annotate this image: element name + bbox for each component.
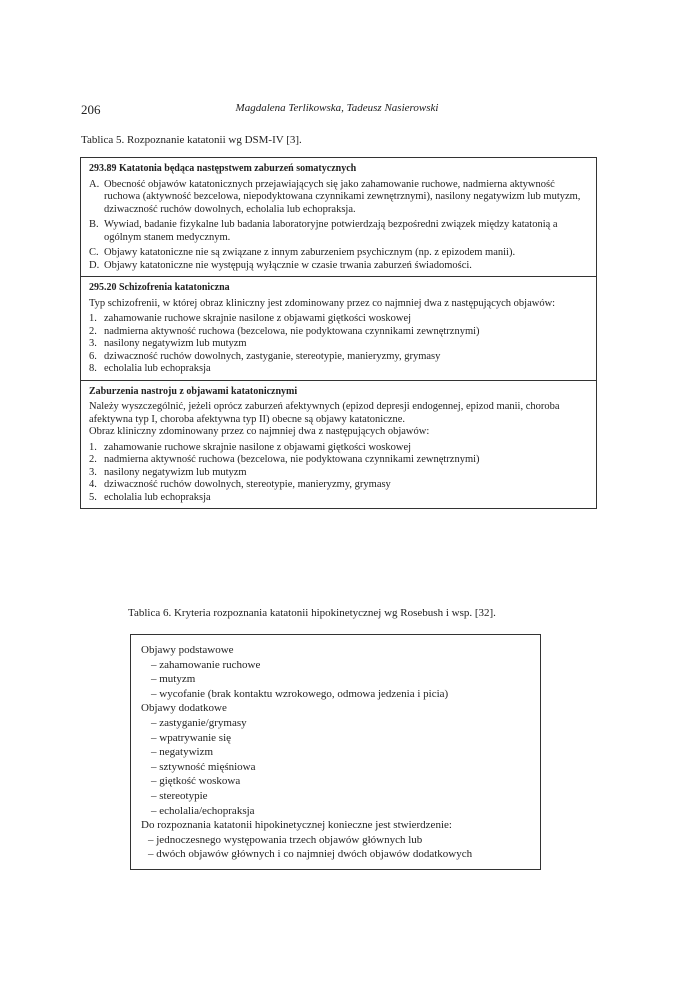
section-intro: Należy wyszczególnić, jeżeli oprócz zaburzeń afektywnych (epizod depresji endogennej, epizod manii, choroba afektywna typ I, choroba afektywna typ II) obecne są objawy katatoniczne. (89, 401, 560, 425)
symptom-item: 2. nadmierna aktywność ruchowa (bezcelowa, nie podyktowana czynnikami zewnętrznymi) (89, 325, 480, 337)
section-intro-2: Obraz kliniczny zdominowany przez co najmniej dwa z następujących objawów: (89, 426, 430, 437)
list-item: – echolalia/echopraksja (151, 804, 255, 817)
list-item: – stereotypie (151, 789, 208, 802)
symptom-item: 1. zahamowanie ruchowe skrajnie nasilone z objawami giętkości woskowej (89, 313, 412, 324)
table6 (130, 634, 541, 870)
group-title-basic: Objawy podstawowe (141, 644, 234, 656)
table6-caption: Tablica 6. Kryteria rozpoznania katatonii hipokinetycznej wg Rosebush i wsp. [32]. (128, 607, 496, 619)
table5-section-catatonia-medical (81, 158, 596, 276)
list-item: – wycofanie (brak kontaktu wzrokowego, odmowa jedzenia i picia) (151, 687, 449, 700)
symptom-item: 2. nadmierna aktywność ruchowa (bezcelowa, nie podyktowana czynnikami zewnętrznymi) (89, 454, 480, 465)
list-item: – mutyzm (151, 673, 196, 686)
section-title: 295.20 Schizofrenia katatoniczna (89, 282, 230, 293)
symptom-item: 8. echolalia lub echopraksja (89, 363, 211, 374)
list-item: – sztywność mięśniowa (151, 760, 256, 773)
symptom-item: 3. nasilony negatywizm lub mutyzm (89, 338, 247, 349)
list-item: – dwóch objawów głównych i co najmniej dwóch objawów dodatkowych (148, 848, 473, 861)
list-item: – giętkość woskowa (151, 775, 241, 788)
criterion-item: B. Wywiad, badanie fizykalne lub badania laboratoryjne potwierdzają bezpośredni związek między katatonią a ogólnym stanem medycznym. (89, 219, 558, 243)
criterion-item: C. Objawy katatoniczne nie są związane z innym zaburzeniem psychicznym (np. z epizodem manii). (89, 247, 516, 258)
group-title-additional: Objawy dodatkowe (141, 702, 227, 715)
page-number: 206 (81, 102, 101, 117)
table5-section-schizophrenia (81, 276, 596, 380)
list-item: – zastyganie/grymasy (151, 716, 247, 729)
symptom-item: 5. echolalia lub echopraksja (89, 491, 211, 503)
list-item: – wpatrywanie się (151, 731, 232, 744)
table5-section-mood-disorders (81, 380, 596, 509)
table5 (80, 157, 597, 509)
table5-caption: Tablica 5. Rozpoznanie katatonii wg DSM-IV [3]. (81, 134, 302, 146)
running-header-authors: Magdalena Terlikowska, Tadeusz Nasierowski (235, 102, 439, 114)
list-item: – zahamowanie ruchowe (151, 658, 261, 671)
list-item: – negatywizm (151, 746, 214, 759)
symptom-item: 4. dziwaczność ruchów dowolnych, stereotypie, manieryzmy, grymasy (89, 479, 391, 490)
criterion-item: D. Objawy katatoniczne nie występują wyłącznie w czasie trwania zaburzeń świadomości. (89, 259, 472, 271)
symptom-item: 1. zahamowanie ruchowe skrajnie nasilone z objawami giętkości woskowej (89, 441, 412, 453)
symptom-item: 3. nasilony negatywizm lub mutyzm (89, 466, 247, 478)
section-intro: Typ schizofrenii, w której obraz kliniczny jest zdominowany przez co najmniej dwa z następujących objawów: (89, 297, 556, 309)
list-item: – jednoczesnego występowania trzech objawów głównych lub (148, 833, 423, 846)
criterion-item: A. Obecność objawów katatonicznych przejawiających się jako zahamowanie ruchowe, nadmierna aktywność ruchowa (aktywność bezcelowa, niepodyktowana czynnikami zewnętrznymi), nasilony negatywizm lub mutyzm, dziwaczność ruchów dowolnych, echolalia lub echopraksja. (89, 178, 581, 215)
diagnosis-requirement: Do rozpoznania katatonii hipokinetycznej konieczne jest stwierdzenie: (141, 819, 452, 832)
section-title: Zaburzenia nastroju z objawami katatonicznymi (89, 385, 298, 397)
section-title: 293.89 Katatonia będąca następstwem zaburzeń somatycznych (89, 163, 357, 174)
symptom-item: 6. dziwaczność ruchów dowolnych, zastyganie, stereotypie, manieryzmy, grymasy (89, 350, 441, 362)
